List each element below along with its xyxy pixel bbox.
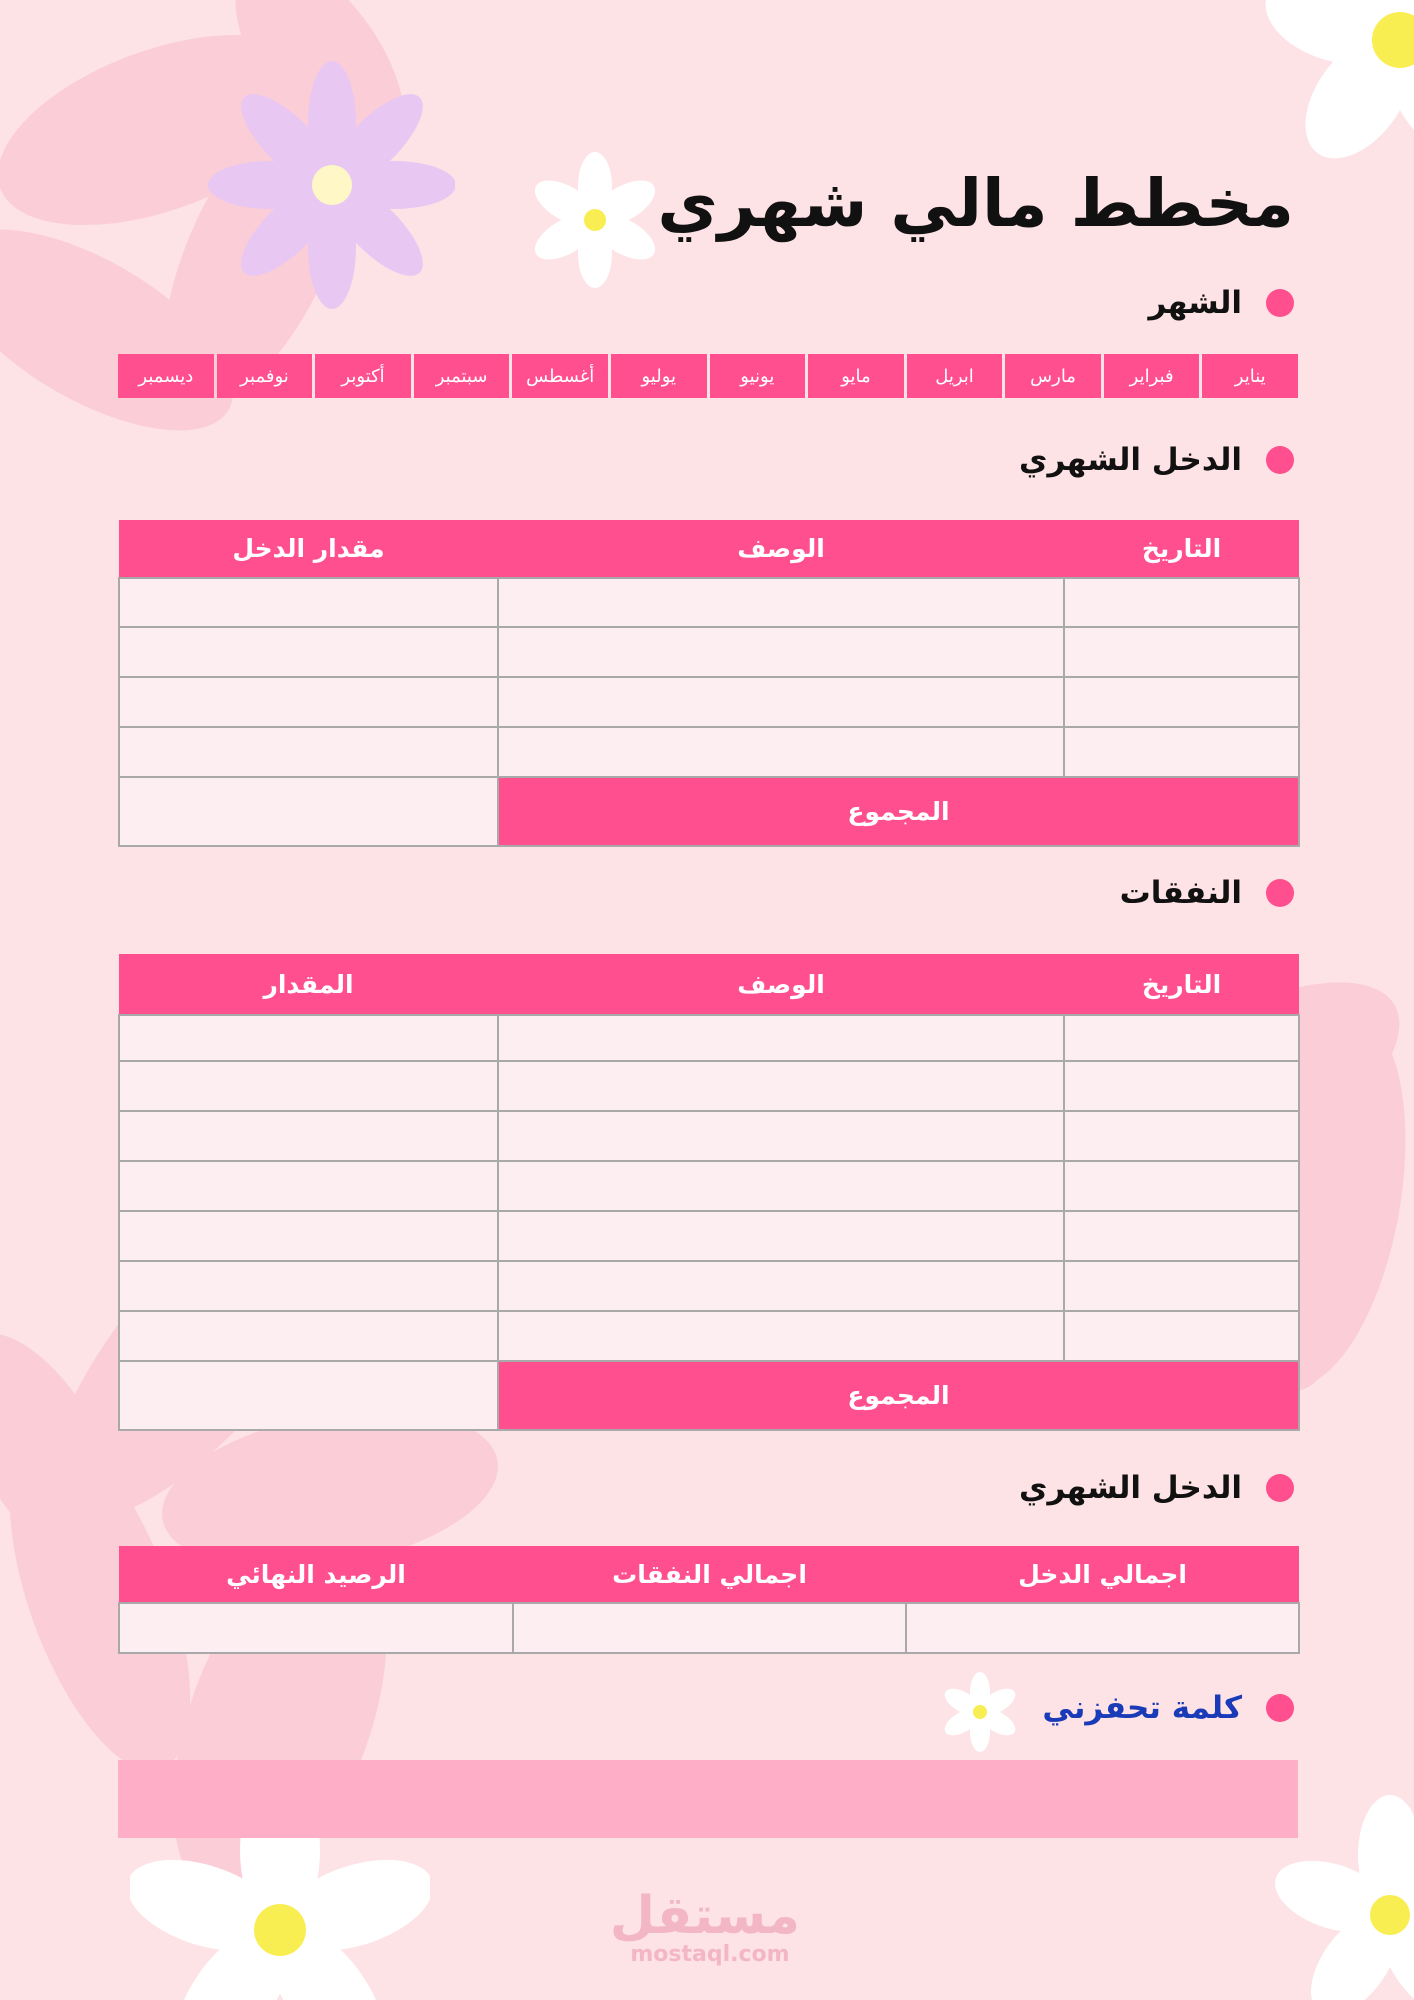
table-cell[interactable] (1064, 1015, 1299, 1061)
table-row (119, 1111, 1299, 1161)
table-cell[interactable] (119, 677, 498, 727)
month-option[interactable]: سبتمبر (414, 354, 510, 398)
month-option[interactable]: نوفمبر (217, 354, 313, 398)
table-cell[interactable] (498, 1261, 1064, 1311)
total-row (119, 1361, 1299, 1430)
table-row (119, 1161, 1299, 1211)
table-cell[interactable] (1064, 1261, 1299, 1311)
expenses-section-heading (1120, 875, 1294, 911)
summary-label: الدخل الشهري (1019, 1470, 1242, 1506)
table-cell[interactable] (119, 1015, 498, 1061)
column-header-date: التاريخ (1064, 954, 1299, 1015)
table-cell[interactable] (1064, 677, 1299, 727)
bullet-dot-icon (1266, 289, 1294, 317)
income-table (118, 520, 1300, 847)
total-row (119, 777, 1299, 846)
table-cell[interactable] (498, 1311, 1064, 1361)
table-cell[interactable] (119, 1211, 498, 1261)
month-option[interactable]: مايو (808, 354, 904, 398)
month-option[interactable]: يوليو (611, 354, 707, 398)
table-cell[interactable] (498, 1111, 1064, 1161)
month-section-heading (1148, 285, 1294, 321)
table-cell[interactable] (119, 1311, 498, 1361)
month-label: الشهر (1148, 285, 1242, 321)
white-flower-icon (940, 1672, 1020, 1752)
column-header-final-balance: الرصيد النهائي (119, 1546, 513, 1603)
table-cell[interactable] (1064, 1161, 1299, 1211)
table-row (119, 578, 1299, 627)
income-label: الدخل الشهري (1019, 442, 1242, 478)
mostaql-logo (609, 1886, 800, 1968)
expenses-label: النفقات (1119, 875, 1242, 911)
table-cell[interactable] (119, 1261, 498, 1311)
table-cell[interactable] (498, 1015, 1064, 1061)
table-cell[interactable] (119, 727, 498, 777)
table-cell[interactable] (119, 1603, 513, 1653)
total-value-cell[interactable] (119, 777, 498, 846)
table-cell[interactable] (1064, 1311, 1299, 1361)
table-row (119, 627, 1299, 677)
table-cell[interactable] (498, 1061, 1064, 1111)
table-cell[interactable] (1064, 1111, 1299, 1161)
table-cell[interactable] (1064, 1211, 1299, 1261)
table-cell[interactable] (906, 1603, 1299, 1653)
table-row (119, 1261, 1299, 1311)
bullet-dot-icon (1266, 1474, 1294, 1502)
column-header-description: الوصف (498, 520, 1064, 578)
month-selector (118, 354, 1298, 398)
table-header-row (119, 520, 1299, 578)
table-cell[interactable] (513, 1603, 906, 1653)
income-section-heading (1019, 442, 1294, 478)
month-option[interactable]: يونيو (710, 354, 806, 398)
month-option[interactable]: ديسمبر (118, 354, 214, 398)
table-header-row (119, 954, 1299, 1015)
motivation-section-heading (1042, 1690, 1294, 1726)
table-row (119, 677, 1299, 727)
table-cell[interactable] (498, 1161, 1064, 1211)
month-option[interactable]: فبراير (1104, 354, 1200, 398)
total-label: المجموع (498, 1361, 1299, 1430)
table-cell[interactable] (498, 627, 1064, 677)
table-cell[interactable] (119, 1111, 498, 1161)
table-cell[interactable] (498, 727, 1064, 777)
month-option[interactable]: يناير (1202, 354, 1298, 398)
table-cell[interactable] (119, 1061, 498, 1111)
motivation-label: كلمة تحفزني (1042, 1690, 1242, 1726)
column-header-date: التاريخ (1064, 520, 1299, 578)
summary-section-heading (1019, 1470, 1294, 1506)
table-row (119, 1015, 1299, 1061)
expenses-table (118, 954, 1300, 1431)
table-cell[interactable] (119, 1161, 498, 1211)
page-title: مخطط مالي شهري (657, 165, 1294, 242)
month-option[interactable]: أغسطس (512, 354, 608, 398)
total-label: المجموع (498, 777, 1299, 846)
logo-url: mostaql.com (630, 1942, 790, 1967)
table-cell[interactable] (1064, 1061, 1299, 1111)
table-cell[interactable] (498, 578, 1064, 627)
month-option[interactable]: أكتوبر (315, 354, 411, 398)
table-cell[interactable] (498, 1211, 1064, 1261)
table-cell[interactable] (498, 677, 1064, 727)
logo-arabic: مستقل (609, 1886, 800, 1946)
table-row (119, 1211, 1299, 1261)
table-cell[interactable] (1064, 578, 1299, 627)
column-header-amount: مقدار الدخل (119, 520, 498, 578)
table-row (119, 1311, 1299, 1361)
table-cell[interactable] (119, 578, 498, 627)
table-cell[interactable] (1064, 727, 1299, 777)
table-row (119, 1061, 1299, 1111)
bullet-dot-icon (1266, 446, 1294, 474)
column-header-total-expenses: اجمالي النفقات (513, 1546, 906, 1603)
bullet-dot-icon (1266, 879, 1294, 907)
column-header-description: الوصف (498, 954, 1064, 1015)
table-cell[interactable] (119, 627, 498, 677)
table-header-row (119, 1546, 1299, 1603)
table-cell[interactable] (1064, 627, 1299, 677)
motivation-text-box[interactable] (118, 1760, 1298, 1838)
column-header-total-income: اجمالي الدخل (906, 1546, 1299, 1603)
summary-table (118, 1546, 1300, 1654)
month-option[interactable]: ابريل (907, 354, 1003, 398)
month-option[interactable]: مارس (1005, 354, 1101, 398)
bullet-dot-icon (1266, 1694, 1294, 1722)
total-value-cell[interactable] (119, 1361, 498, 1430)
table-row (119, 1603, 1299, 1653)
purple-flower-icon (205, 60, 455, 310)
table-row (119, 727, 1299, 777)
column-header-amount: المقدار (119, 954, 498, 1015)
